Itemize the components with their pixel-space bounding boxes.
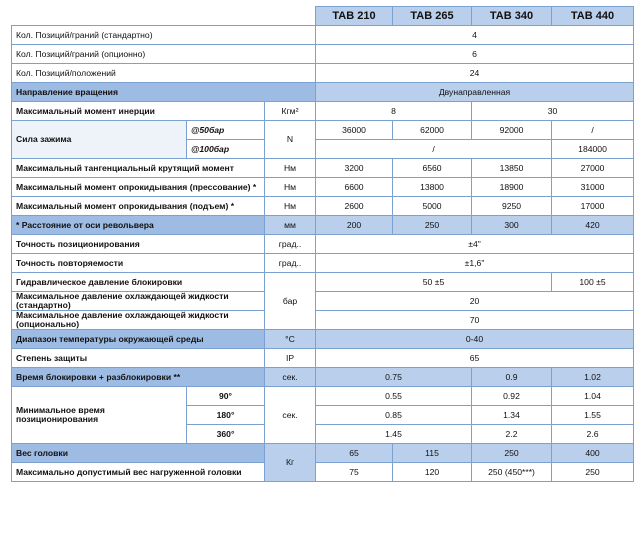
row-unit: Нм: [265, 197, 316, 216]
row-label: Диапазон температуры окружающей среды: [12, 330, 265, 349]
row-value: 0.75: [316, 368, 472, 387]
row-value: 250: [393, 216, 472, 235]
table-row: [12, 45, 634, 64]
row-value: 30: [472, 102, 634, 121]
row-sublabel: 90°: [187, 387, 265, 406]
table-row: [12, 349, 634, 368]
row-label: Максимальный момент опрокидывания (прессование) *: [12, 178, 265, 197]
row-unit: сек.: [265, 368, 316, 387]
row-value: 18900: [472, 178, 552, 197]
row-value: 1.02: [552, 368, 634, 387]
table-row: [12, 330, 634, 349]
row-value: /: [316, 140, 552, 159]
row-value: 1.45: [316, 425, 472, 444]
table-row: [12, 444, 634, 463]
row-value: 70: [316, 311, 634, 330]
row-unit: IP: [265, 349, 316, 368]
row-sublabel: @50бар: [187, 121, 265, 140]
row-value: 250 (450***): [472, 463, 552, 482]
table-row: [12, 26, 634, 45]
row-value: 13800: [393, 178, 472, 197]
row-value: 5000: [393, 197, 472, 216]
table-row: [12, 235, 634, 254]
row-value: ±4": [316, 235, 634, 254]
row-value: 92000: [472, 121, 552, 140]
row-unit: Нм: [265, 178, 316, 197]
table-row: [12, 102, 634, 121]
row-unit: сек.: [265, 387, 316, 444]
row-label: Максимальный момент опрокидывания (подъем) *: [12, 197, 265, 216]
row-unit: град..: [265, 254, 316, 273]
row-value: 115: [393, 444, 472, 463]
row-value: 65: [316, 349, 634, 368]
model-header: TAB 265: [393, 7, 472, 26]
row-value: 27000: [552, 159, 634, 178]
row-label: Кол. Позиций/граний (опционно): [12, 45, 316, 64]
row-value: 13850: [472, 159, 552, 178]
row-value: 0.92: [472, 387, 552, 406]
row-value: 0-40: [316, 330, 634, 349]
row-value: 24: [316, 64, 634, 83]
model-header: TAB 340: [472, 7, 552, 26]
table-row: [12, 159, 634, 178]
row-value: 100 ±5: [552, 273, 634, 292]
row-label: Гидравлическое давление блокировки: [12, 273, 265, 292]
row-value: 1.55: [552, 406, 634, 425]
row-value: 0.55: [316, 387, 472, 406]
table-row: [12, 273, 634, 292]
row-value: 250: [552, 463, 634, 482]
row-value: 200: [316, 216, 393, 235]
table-row: [12, 311, 634, 330]
model-header: TAB 210: [316, 7, 393, 26]
row-label: Максимальный момент инерции: [12, 102, 265, 121]
row-label: Максимальное давление охлаждающей жидкости (стандартно): [12, 292, 265, 311]
row-value: 9250: [472, 197, 552, 216]
row-label: Кол. Позиций/положений: [12, 64, 316, 83]
row-unit: мм: [265, 216, 316, 235]
row-label: Вес головки: [12, 444, 265, 463]
row-label: Точность позиционирования: [12, 235, 265, 254]
row-value: 6560: [393, 159, 472, 178]
table-row: [12, 292, 634, 311]
row-unit: Кгм²: [265, 102, 316, 121]
table-row: [12, 463, 634, 482]
table-row: [12, 197, 634, 216]
row-value: 50 ±5: [316, 273, 552, 292]
row-label: Минимальное время позиционирования: [12, 387, 187, 444]
row-value: 36000: [316, 121, 393, 140]
row-value: ±1,6": [316, 254, 634, 273]
row-value: 2600: [316, 197, 393, 216]
row-value: 17000: [552, 197, 634, 216]
row-label: Сила зажима: [12, 121, 187, 159]
table-row: [12, 387, 634, 406]
row-sublabel: 360°: [187, 425, 265, 444]
row-value: 250: [472, 444, 552, 463]
row-value: 31000: [552, 178, 634, 197]
header-blank: [12, 7, 316, 26]
row-label: * Расстояние от оси револьвера: [12, 216, 265, 235]
row-unit: °C: [265, 330, 316, 349]
header-row: [12, 7, 634, 26]
row-label: Время блокировки + разблокировки **: [12, 368, 265, 387]
row-unit: Кг: [265, 444, 316, 482]
row-value: 6600: [316, 178, 393, 197]
table-row: [12, 254, 634, 273]
row-value: 1.34: [472, 406, 552, 425]
row-value: 2.2: [472, 425, 552, 444]
table-row: [12, 121, 634, 140]
row-label: Кол. Позиций/граний (стандартно): [12, 26, 316, 45]
table-row: [12, 178, 634, 197]
row-value: 420: [552, 216, 634, 235]
row-unit: бар: [265, 273, 316, 330]
row-sublabel: 180°: [187, 406, 265, 425]
row-value: 2.6: [552, 425, 634, 444]
row-value: 6: [316, 45, 634, 64]
row-value: 400: [552, 444, 634, 463]
table-row: [12, 216, 634, 235]
row-label: Максимально допустимый вес нагруженной головки: [12, 463, 265, 482]
row-value: 300: [472, 216, 552, 235]
table-row: [12, 368, 634, 387]
row-unit: N: [265, 121, 316, 159]
row-sublabel: @100бар: [187, 140, 265, 159]
row-label: Направление вращения: [12, 83, 316, 102]
row-value: /: [552, 121, 634, 140]
row-value: 0.85: [316, 406, 472, 425]
row-label: Степень защиты: [12, 349, 265, 368]
row-value: 75: [316, 463, 393, 482]
row-value: Двунаправленная: [316, 83, 634, 102]
row-value: 4: [316, 26, 634, 45]
row-label: Точность повторяемости: [12, 254, 265, 273]
row-value: 1.04: [552, 387, 634, 406]
row-unit: Нм: [265, 159, 316, 178]
row-value: 3200: [316, 159, 393, 178]
table-row: [12, 83, 634, 102]
row-value: 184000: [552, 140, 634, 159]
row-label: Максимальное давление охлаждающей жидкости (опционально): [12, 311, 265, 330]
row-label: Максимальный тангенциальный крутящий момент: [12, 159, 265, 178]
row-value: 8: [316, 102, 472, 121]
row-unit: град..: [265, 235, 316, 254]
table-row: [12, 64, 634, 83]
row-value: 0.9: [472, 368, 552, 387]
specification-table: [11, 6, 634, 482]
row-value: 20: [316, 292, 634, 311]
row-value: 65: [316, 444, 393, 463]
row-value: 120: [393, 463, 472, 482]
row-value: 62000: [393, 121, 472, 140]
model-header: TAB 440: [552, 7, 634, 26]
